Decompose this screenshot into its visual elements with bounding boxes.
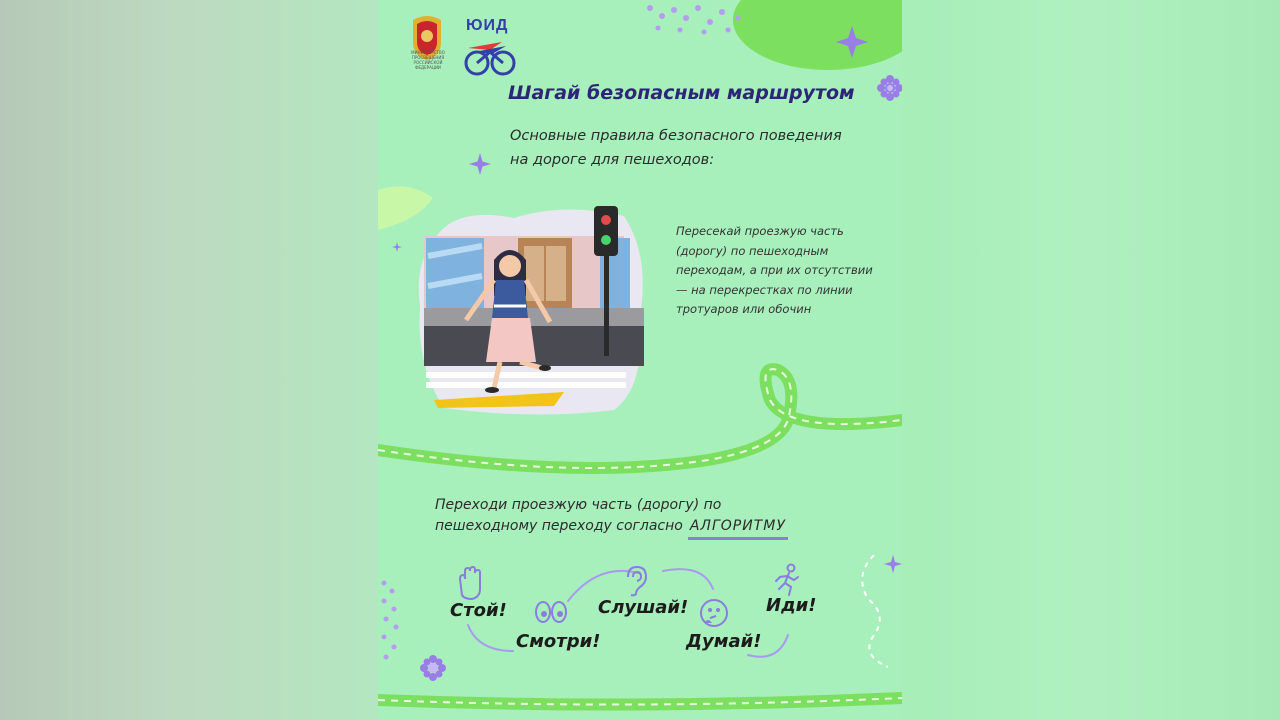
intro-text [510,124,842,172]
step-look: Смотри! [516,631,601,652]
bottom-road-decoration [378,688,902,720]
step-stop: Стой! [450,600,507,621]
flower-icon [418,653,448,683]
step-go: Иди! [766,595,817,616]
road-loop-decoration [378,360,902,480]
sparkle-icon [884,555,902,573]
page-title: Шагай безопасным маршрутом [508,82,855,104]
algorithm-line-2-text: пешеходному переходу согласно [435,518,683,534]
running-person-icon [772,563,802,597]
poster [378,0,902,720]
thinking-face-icon [698,597,730,629]
bicycle-logo-icon [462,36,518,76]
algorithm-line-2 [435,516,788,540]
rule-text: Пересекай проезжую часть (дорогу) по пешеходным переходам, а при их отсутствии — на перекрестках по линии тротуаров или обочин [676,224,873,316]
algorithm-line-1: Переходи проезжую часть (дорогу) по [435,497,722,513]
eyes-icon [534,599,568,625]
step-listen: Слушай! [598,597,689,618]
right-background-blur [902,0,1280,720]
ear-icon [622,565,648,597]
left-background-blur [0,0,378,720]
step-think: Думай! [686,631,762,652]
algorithm-text [435,495,788,540]
yuid-logo-text: ЮИД [466,17,509,34]
algorithm-highlight: АЛГОРИТМУ [688,516,788,540]
small-sparkle-icon [392,242,402,252]
intro-line-2: на дороге для пешеходов: [510,152,715,168]
sparkle-icon [468,152,492,176]
steps-row [378,555,902,680]
flower-icon [877,75,902,101]
intro-line-1: Основные правила безопасного поведения [510,128,842,144]
hand-icon [454,565,486,601]
ministry-caption: МИНИСТЕРСТВО ПРОСВЕЩЕНИЯ РОССИЙСКОЙ ФЕДЕРАЦИИ [411,50,445,70]
